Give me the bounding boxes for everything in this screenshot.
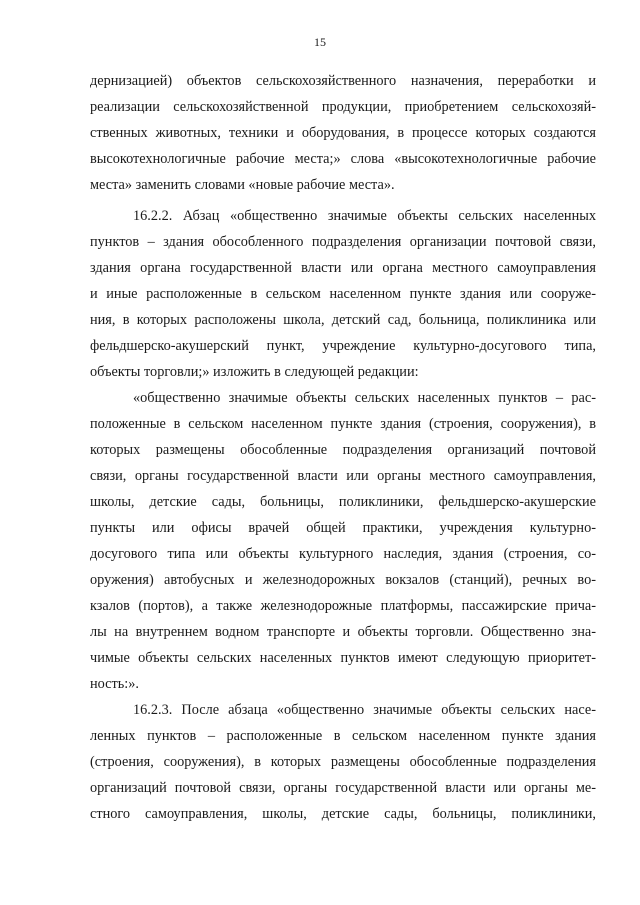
text-line: ность:». [90,676,139,692]
text-line: высокотехнологичные рабочие места;» слова «высокотехнологичные рабочие [90,151,596,167]
text-line: (строения, сооружения), в которых размещены обособленные подразделения [90,754,596,770]
text-line: места» заменить словами «новые рабочие места». [90,177,395,193]
text-line: кзалов (портов), а также железнодорожные платформы, пассажирские прича- [90,598,596,614]
text-line: 16.2.2. Абзац «общественно значимые объекты сельских населенных [133,208,596,224]
text-line: положенные в сельском населенном пункте здания (строения, сооружения), в [90,416,596,432]
text-line: пункты или офисы врачей общей практики, учреждения культурно- [90,520,596,536]
text-line: лы на внутреннем водном транспорте и объекты торговли. Общественно зна- [90,624,596,640]
text-line: досугового типа или объекты культурного наследия, здания (строения, со- [90,546,596,562]
text-line: и иные расположенные в сельском населенном пункте здания или сооруже- [90,286,596,302]
text-line: ленных пунктов – расположенные в сельском населенном пункте здания [90,728,596,744]
paragraph-quoted-wording [90,385,596,697]
text-line: 16.2.3. После абзаца «общественно значимые объекты сельских насе- [133,702,596,718]
paragraph-1 [90,68,596,198]
text-line: чимые объекты сельских населенных пунктов имеют следующую приоритет- [90,650,596,666]
text-line: пунктов – здания обособленного подразделения организации почтовой связи, [90,234,596,250]
text-line: стного самоуправления, школы, детские сады, больницы, поликлиники, [90,806,596,822]
text-line: оружения) автобусных и железнодорожных вокзалов (станций), речных во- [90,572,596,588]
paragraph-16-2-2 [90,203,596,385]
text-line: фельдшерско-акушерский пункт, учреждение культурно-досугового типа, [90,338,596,354]
text-line: ственных животных, техники и оборудования, в процессе которых создаются [90,125,596,141]
text-line: которых размещены обособленные подразделения организаций почтовой [90,442,596,458]
page-number: 15 [314,35,326,49]
text-line: дернизацией) объектов сельскохозяйственного назначения, переработки и [90,73,596,89]
text-line: связи, органы государственной власти или органы местного самоуправления, [90,468,596,484]
text-line: организаций почтовой связи, органы государственной власти или органы ме- [90,780,596,796]
text-line: ния, в которых расположены школа, детский сад, больница, поликлиника или [90,312,596,328]
text-line: объекты торговли;» изложить в следующей редакции: [90,364,419,380]
paragraph-16-2-3 [90,697,596,827]
text-line: школы, детские сады, больницы, поликлиники, фельдшерско-акушерские [90,494,596,510]
text-line: реализации сельскохозяйственной продукции, приобретением сельскохозяй- [90,99,596,115]
text-line: здания органа государственной власти или органа местного самоуправления [90,260,596,276]
text-line: «общественно значимые объекты сельских населенных пунктов – рас- [133,390,596,406]
